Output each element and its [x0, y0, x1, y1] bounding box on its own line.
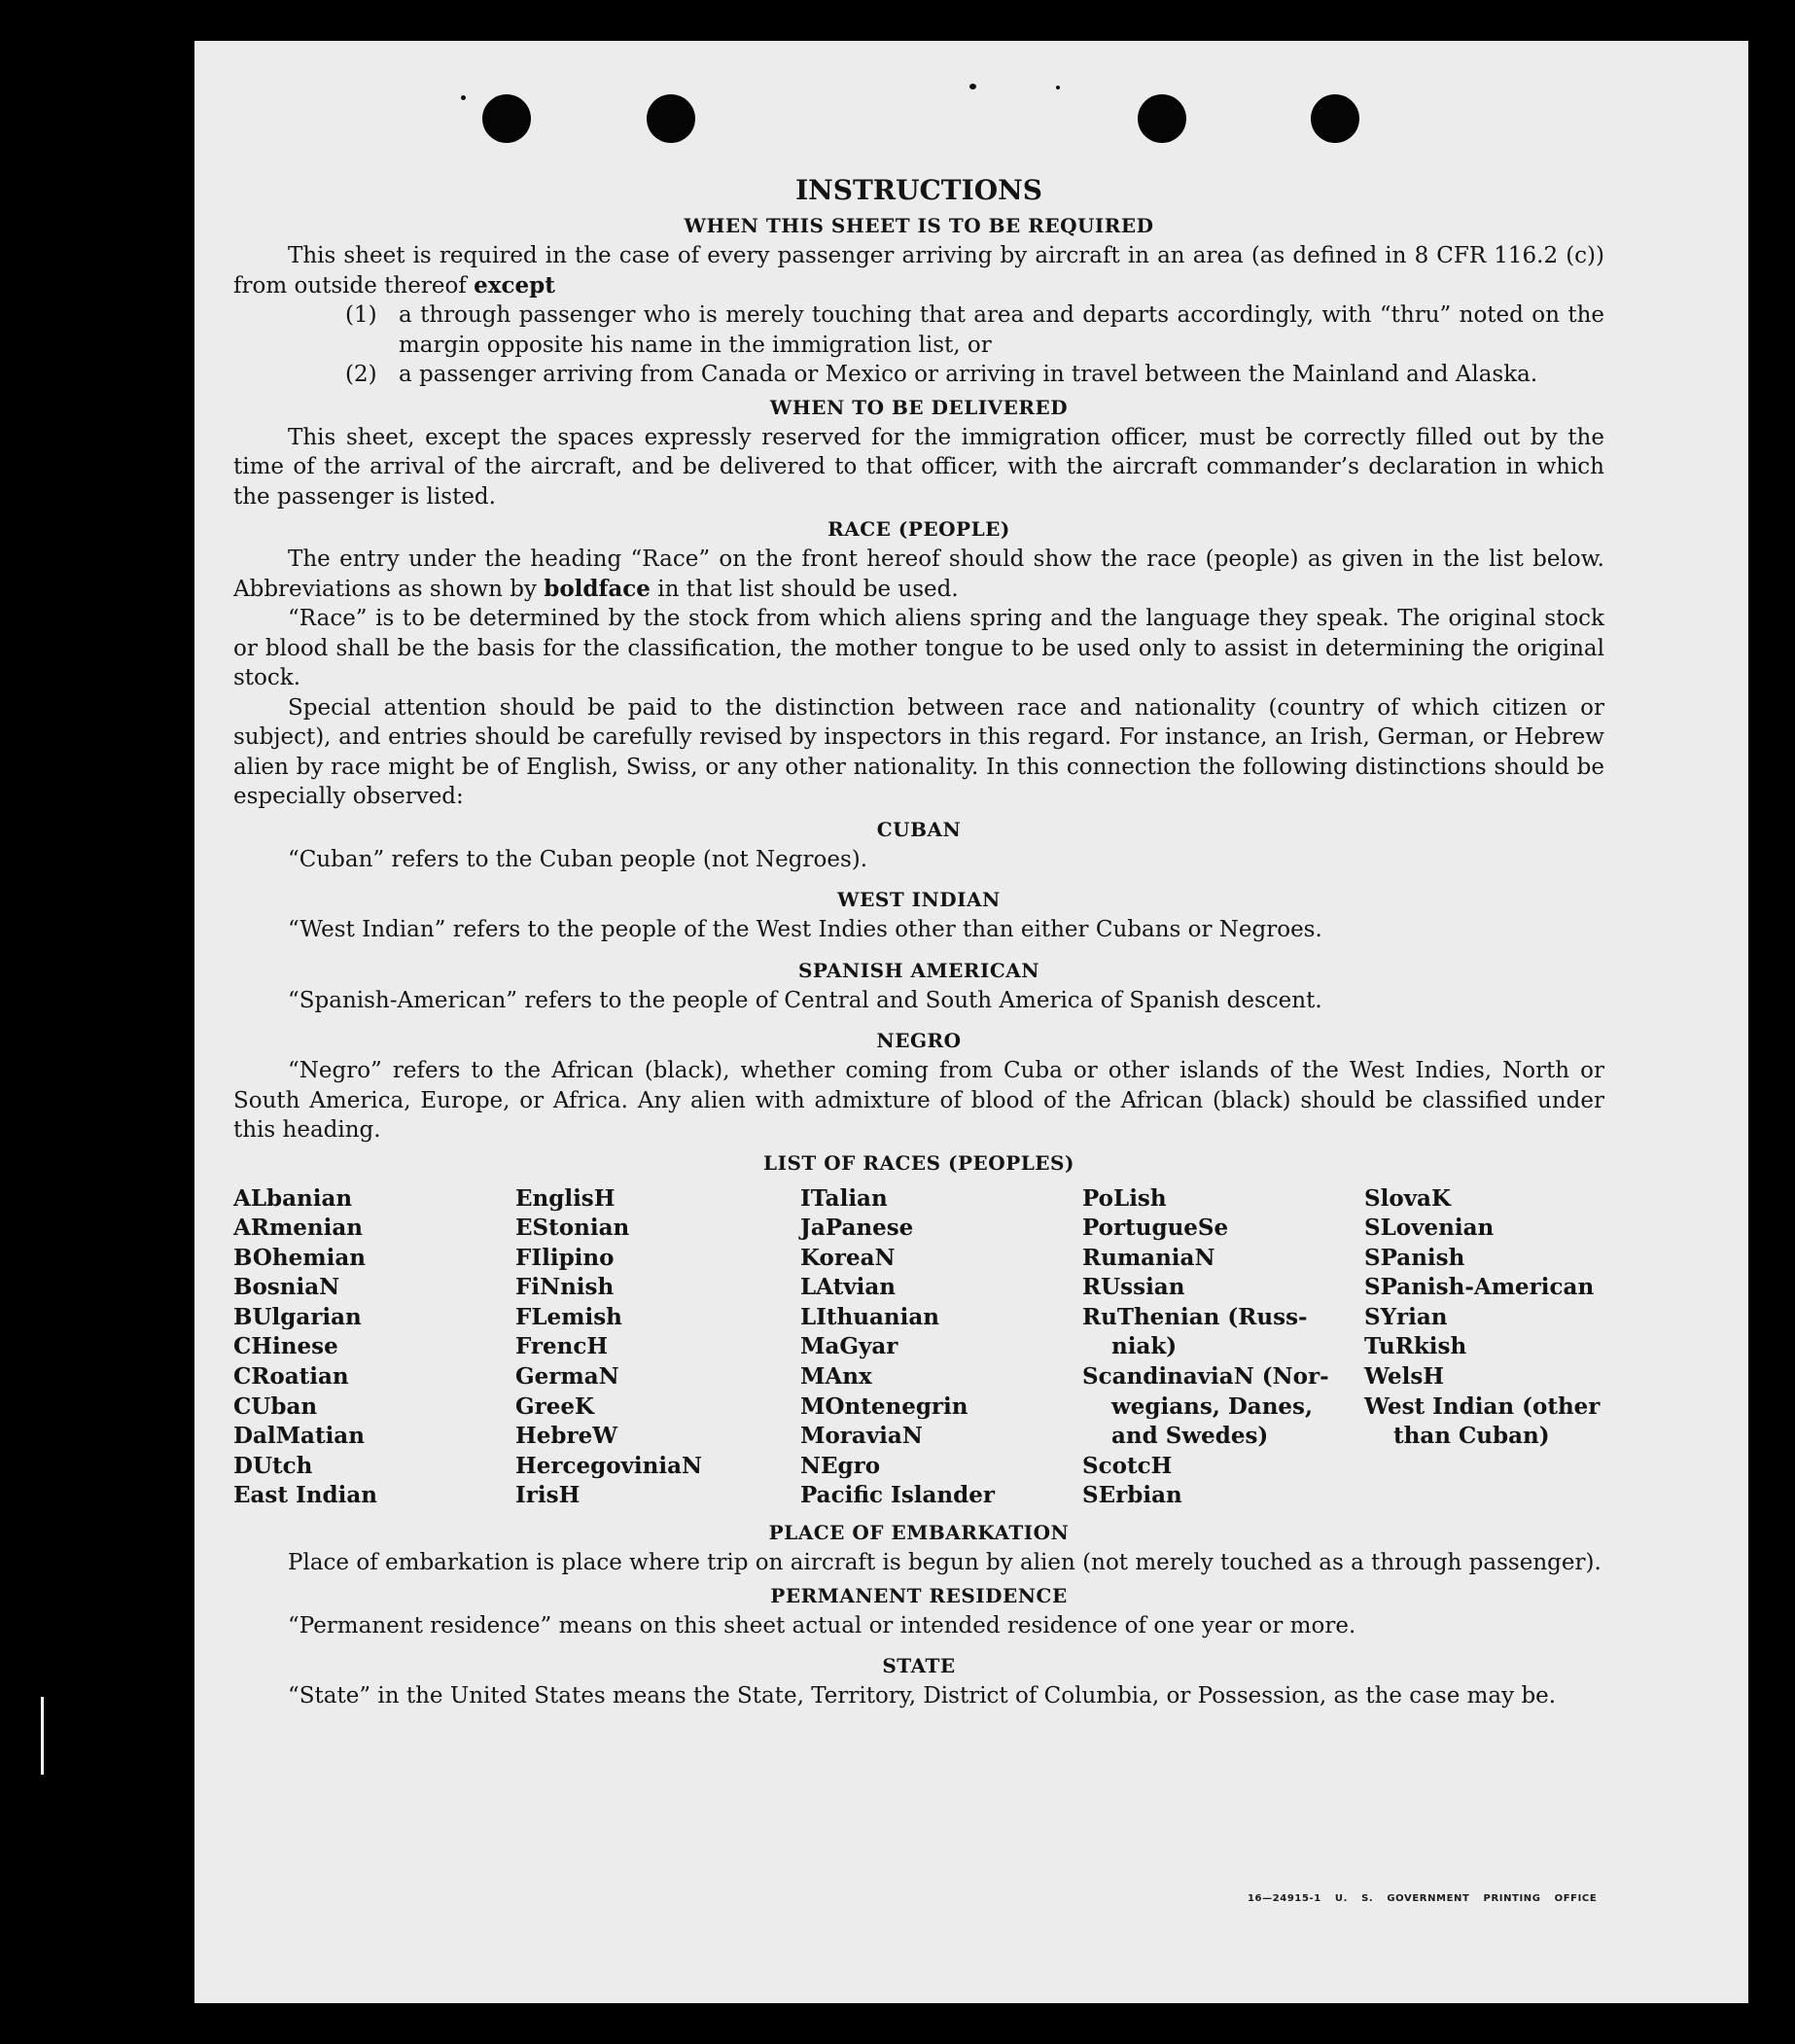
race-item: SLovenian	[1364, 1215, 1495, 1242]
section-heading: LIST OF RACES (PEOPLES)	[763, 1150, 1074, 1175]
race-item: SYrian	[1364, 1303, 1448, 1330]
punch-hole	[1138, 94, 1186, 143]
race-item: MOntenegrin	[800, 1392, 968, 1420]
race-item-continued: than Cuban)	[1393, 1423, 1550, 1450]
section-heading: NEGRO	[876, 1029, 962, 1052]
race-item: ITalian	[800, 1184, 888, 1212]
race-item: SlovaK	[1364, 1184, 1451, 1212]
paragraph: “Spanish-American” refers to the people of Central and South America of Spanish descent.	[288, 987, 1322, 1013]
race-item: SPanish-American	[1364, 1274, 1595, 1301]
race-item: HebreW	[515, 1423, 618, 1450]
race-item: RuThenian (Russ-	[1082, 1303, 1308, 1330]
race-item: Pacific Islander	[800, 1482, 995, 1509]
section-heading: WHEN THIS SHEET IS TO BE REQUIRED	[684, 214, 1154, 237]
race-item: HercegoviniaN	[515, 1452, 703, 1479]
race-item: BOhemian	[233, 1244, 366, 1271]
race-item: FrencH	[515, 1333, 609, 1360]
race-item-continued: and Swedes)	[1111, 1423, 1269, 1450]
race-item: PortugueSe	[1082, 1215, 1229, 1242]
paragraph: “Permanent residence” means on this sheet actual or intended residence of one year or more.	[288, 1612, 1356, 1639]
race-item: ScotcH	[1082, 1452, 1173, 1479]
race-item: West Indian (other	[1364, 1392, 1601, 1420]
race-item: IrisH	[515, 1482, 581, 1509]
paragraph: “Cuban” refers to the Cuban people (not Negroes).	[288, 846, 868, 872]
paragraph: “State” in the United States means the State, Territory, District of Columbia, or Possession, as the case may be.	[288, 1683, 1557, 1709]
race-item: CHinese	[233, 1333, 338, 1360]
race-item: FLemish	[515, 1303, 622, 1330]
ink-speck	[969, 84, 976, 89]
race-item: FiNnish	[515, 1274, 615, 1301]
race-item: GermaN	[515, 1363, 619, 1391]
section-heading: WEST INDIAN	[837, 888, 1001, 911]
section-heading: RACE (PEOPLE)	[827, 517, 1010, 541]
race-item: FIlipino	[515, 1244, 615, 1271]
race-item: LAtvian	[800, 1274, 896, 1301]
race-item: WelsH	[1364, 1363, 1445, 1391]
race-item: GreeK	[515, 1392, 595, 1420]
race-item: ALbanian	[233, 1184, 353, 1212]
race-item: RumaniaN	[1082, 1244, 1215, 1271]
paragraph: Place of embarkation is place where trip on aircraft is begun by alien (not merely touched as a through passenger).	[288, 1550, 1601, 1576]
race-item: SErbian	[1082, 1482, 1182, 1509]
list-item: (2) a passenger arriving from Canada or Mexico or arriving in travel between the Mainland and Alaska.	[345, 362, 1538, 387]
race-item-continued: wegians, Danes,	[1111, 1392, 1313, 1420]
paragraph: This sheet is required in the case of every passenger arriving by aircraft in an area (as defined in 8 CFR 116.2 (c)) from outside thereof except	[233, 243, 1604, 299]
race-item: DUtch	[233, 1452, 313, 1479]
race-column	[1082, 1184, 1364, 1512]
section-heading: WHEN TO BE DELIVERED	[769, 395, 1069, 419]
section-heading: PLACE OF EMBARKATION	[768, 1521, 1070, 1545]
race-column	[800, 1184, 1082, 1512]
punch-hole	[482, 94, 531, 143]
section-heading: CUBAN	[876, 817, 962, 841]
race-item: PoLish	[1082, 1184, 1167, 1212]
race-item: CUban	[233, 1392, 318, 1420]
race-item: ARmenian	[233, 1215, 364, 1242]
race-item: DalMatian	[233, 1423, 365, 1450]
race-item: BUlgarian	[233, 1303, 362, 1330]
race-column	[1364, 1184, 1604, 1512]
race-item: MAnx	[800, 1363, 872, 1391]
page-title: INSTRUCTIONS	[795, 174, 1042, 206]
ink-speck	[461, 95, 466, 100]
section-heading: SPANISH AMERICAN	[797, 958, 1040, 982]
punch-hole	[647, 94, 695, 143]
section-heading: STATE	[882, 1654, 956, 1678]
race-item: NEgro	[800, 1452, 881, 1479]
race-item: EnglisH	[515, 1184, 616, 1212]
paragraph: The entry under the heading “Race” on the front hereof should show the race (people) as given in the list below. Abbreviations as shown by boldface in that list should be used.	[233, 546, 1604, 602]
scan-artifact	[41, 1697, 44, 1775]
race-item: MaGyar	[800, 1333, 898, 1360]
race-item: JaPanese	[800, 1215, 914, 1242]
race-item-continued: niak)	[1111, 1333, 1178, 1360]
race-column	[515, 1184, 800, 1512]
race-item: LIthuanian	[800, 1303, 939, 1330]
race-item: East Indian	[233, 1482, 377, 1509]
race-item: RUssian	[1082, 1274, 1185, 1301]
instructions-body	[233, 173, 1604, 1711]
race-list	[233, 1184, 1604, 1512]
section-heading: PERMANENT RESIDENCE	[770, 1583, 1068, 1607]
race-item: ScandinaviaN (Nor-	[1082, 1363, 1329, 1391]
race-column	[233, 1184, 515, 1512]
paragraph: “Race” is to be determined by the stock from which aliens spring and the language they speak. The original stock or blood shall be the basis for the classification, the mother tongue to be used only to assist in determining the original stock.	[233, 606, 1604, 690]
list-item: (1) a through passenger who is merely touching that area and departs accordingly, with “thru” noted on the margin opposite his name in the immigration list, or	[345, 302, 1604, 358]
document-page	[194, 41, 1748, 2003]
punch-hole	[1311, 94, 1359, 143]
race-item: BosniaN	[233, 1274, 340, 1301]
race-item: KoreaN	[800, 1244, 896, 1271]
paragraph: “West Indian” refers to the people of the West Indies other than either Cubans or Negroes.	[288, 917, 1322, 942]
race-item: EStonian	[515, 1215, 630, 1242]
paragraph: Special attention should be paid to the distinction between race and nationality (country of which citizen or subject), and entries should be carefully revised by inspectors in this regard. For instance, an Irish, German, or Hebrew alien by race might be of English, Swiss, or any other nationality. In this connection the following distinctions should be especially observed:	[233, 694, 1604, 809]
printer-imprint: 16—24915-1 U. S. GOVERNMENT PRINTING OFFICE	[1248, 1893, 1598, 1904]
race-item: CRoatian	[233, 1363, 349, 1391]
race-item: MoraviaN	[800, 1423, 923, 1450]
paragraph: “Negro” refers to the African (black), whether coming from Cuba or other islands of the West Indies, North or South America, Europe, or Africa. Any alien with admixture of blood of the African (black) should be classified under this heading.	[233, 1058, 1604, 1143]
paragraph: This sheet, except the spaces expressly reserved for the immigration officer, must be correctly filled out by the time of the arrival of the aircraft, and be delivered to that officer, with the aircraft commander’s declaration in which the passenger is listed.	[233, 424, 1604, 510]
ink-speck	[1056, 86, 1060, 89]
race-item: SPanish	[1364, 1244, 1465, 1271]
race-item: TuRkish	[1364, 1333, 1467, 1360]
